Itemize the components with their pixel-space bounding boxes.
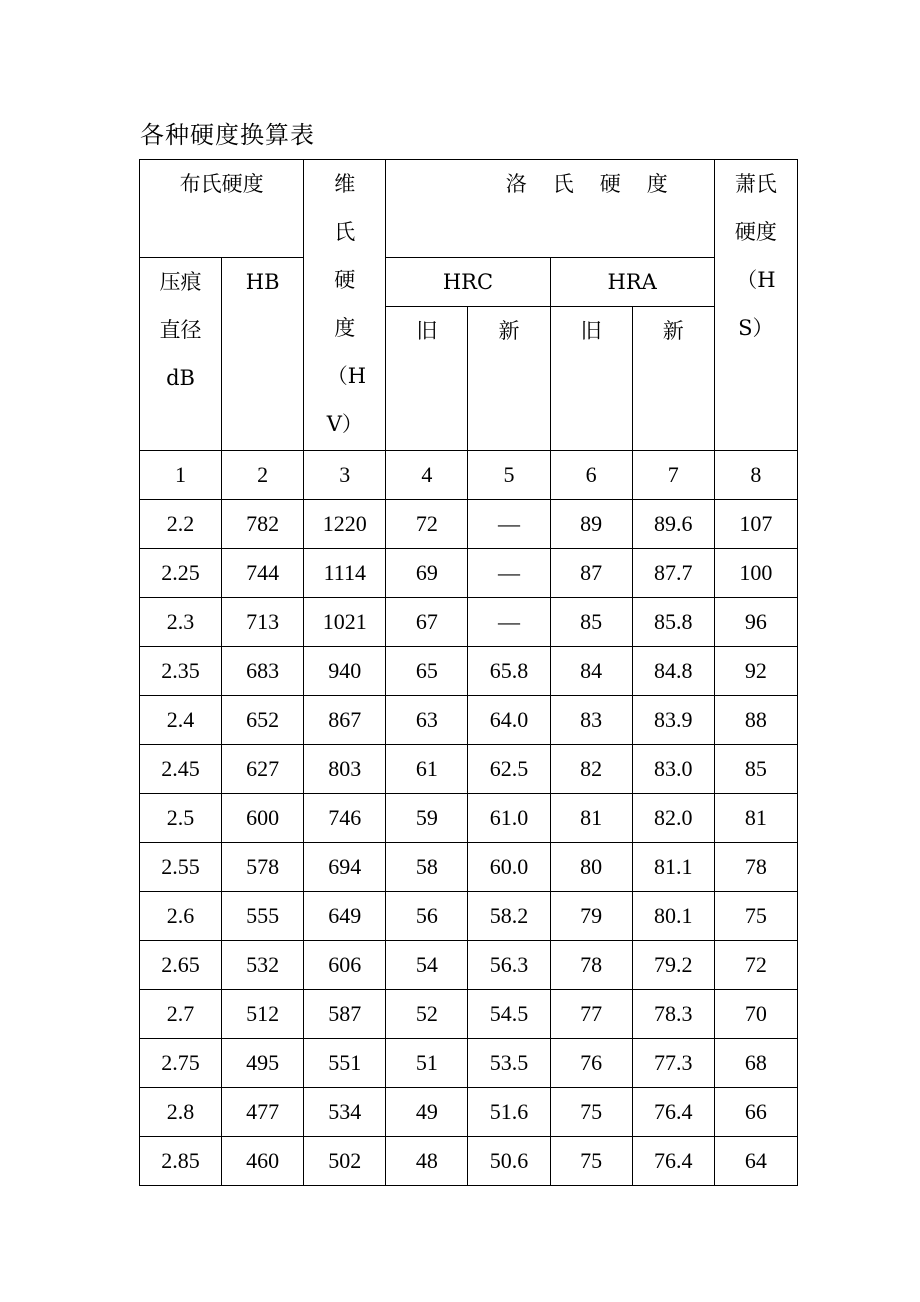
hs-cell: 68 [714,1039,797,1088]
column-number: 5 [468,451,550,500]
hrc-new-cell: 61.0 [468,794,550,843]
indent-diameter-cell: 2.45 [140,745,222,794]
hrc-header: HRC [386,258,550,307]
hb-cell: 512 [222,990,304,1039]
hv-cell: 551 [304,1039,386,1088]
hrc-new-cell: 53.5 [468,1039,550,1088]
column-number: 1 [140,451,222,500]
table-row [140,549,798,598]
indent-diameter-cell: 2.25 [140,549,222,598]
column-number-row [140,451,798,500]
hrc-new-cell: 56.3 [468,941,550,990]
hs-cell: 92 [714,647,797,696]
column-number: 6 [550,451,632,500]
indent-diameter-cell: 2.85 [140,1137,222,1186]
hv-cell: 694 [304,843,386,892]
hra-new-cell: 85.8 [632,598,714,647]
indent-diameter-cell: 2.35 [140,647,222,696]
hrc-new-cell: 64.0 [468,696,550,745]
hv-cell: 1114 [304,549,386,598]
hrc-new-cell: 60.0 [468,843,550,892]
hra-new-cell: 87.7 [632,549,714,598]
hardness-conversion-table [139,159,798,1186]
hrc-old-cell: 67 [386,598,468,647]
hra-old-cell: 75 [550,1137,632,1186]
indent-diameter-cell: 2.65 [140,941,222,990]
hrc-new-cell: 62.5 [468,745,550,794]
hv-cell: 1021 [304,598,386,647]
shore-hardness-header: 萧氏硬度（HS） [714,160,797,451]
hra-new-cell: 83.9 [632,696,714,745]
hrc-old-cell: 69 [386,549,468,598]
hra-old-cell: 77 [550,990,632,1039]
hrc-new-cell: 51.6 [468,1088,550,1137]
column-number: 2 [222,451,304,500]
hb-cell: 652 [222,696,304,745]
hra-new-cell: 79.2 [632,941,714,990]
hra-new-cell: 80.1 [632,892,714,941]
hrc-old-cell: 51 [386,1039,468,1088]
column-number: 7 [632,451,714,500]
hs-cell: 70 [714,990,797,1039]
brinell-hardness-header: 布氏硬度 [140,160,304,258]
hb-cell: 782 [222,500,304,549]
hra-new-cell: 89.6 [632,500,714,549]
hs-cell: 78 [714,843,797,892]
column-number: 8 [714,451,797,500]
hv-cell: 746 [304,794,386,843]
hra-old-cell: 78 [550,941,632,990]
table-row [140,647,798,696]
indent-diameter-cell: 2.55 [140,843,222,892]
hra-new-cell: 76.4 [632,1137,714,1186]
table-row [140,843,798,892]
table-row [140,500,798,549]
hb-cell: 600 [222,794,304,843]
hrc-old-cell: 52 [386,990,468,1039]
indent-diameter-cell: 2.4 [140,696,222,745]
hra-new-cell: 78.3 [632,990,714,1039]
hrc-new-cell: — [468,500,550,549]
hrc-old-cell: 56 [386,892,468,941]
indent-diameter-cell: 2.5 [140,794,222,843]
hv-cell: 606 [304,941,386,990]
hra-old-cell: 80 [550,843,632,892]
hra-old-cell: 82 [550,745,632,794]
table-row [140,598,798,647]
hrc-new-cell: 54.5 [468,990,550,1039]
hb-header: HB [222,258,304,451]
hra-new-header: 新 [632,307,714,451]
hrc-new-cell: 58.2 [468,892,550,941]
hrc-old-cell: 54 [386,941,468,990]
indent-diameter-cell: 2.2 [140,500,222,549]
table-row [140,1137,798,1186]
hra-header: HRA [550,258,714,307]
hs-cell: 107 [714,500,797,549]
hs-cell: 64 [714,1137,797,1186]
table-row [140,941,798,990]
hra-new-cell: 76.4 [632,1088,714,1137]
column-number: 4 [386,451,468,500]
hra-old-cell: 84 [550,647,632,696]
hrc-old-cell: 63 [386,696,468,745]
table-row [140,990,798,1039]
hrc-old-cell: 72 [386,500,468,549]
indent-diameter-cell: 2.6 [140,892,222,941]
hrc-new-cell: 65.8 [468,647,550,696]
hrc-new-header: 新 [468,307,550,451]
hra-old-cell: 83 [550,696,632,745]
hrc-old-header: 旧 [386,307,468,451]
hra-old-cell: 79 [550,892,632,941]
indent-diameter-cell: 2.8 [140,1088,222,1137]
hra-old-cell: 89 [550,500,632,549]
hrc-old-cell: 48 [386,1137,468,1186]
hs-cell: 66 [714,1088,797,1137]
hrc-old-cell: 61 [386,745,468,794]
hrc-new-cell: 50.6 [468,1137,550,1186]
table-row [140,892,798,941]
hv-cell: 803 [304,745,386,794]
indent-diameter-cell: 2.75 [140,1039,222,1088]
rockwell-hardness-header: 洛氏硬度 [386,160,714,258]
hra-old-cell: 87 [550,549,632,598]
hb-cell: 477 [222,1088,304,1137]
hb-cell: 683 [222,647,304,696]
column-number: 3 [304,451,386,500]
hrc-old-cell: 49 [386,1088,468,1137]
hra-old-cell: 76 [550,1039,632,1088]
indent-diameter-header: 压痕直径dB [140,258,222,451]
document-title: 各种硬度换算表 [140,121,315,149]
hs-cell: 88 [714,696,797,745]
hs-cell: 72 [714,941,797,990]
hs-cell: 85 [714,745,797,794]
hv-cell: 1220 [304,500,386,549]
hs-cell: 75 [714,892,797,941]
table-row [140,696,798,745]
hs-cell: 81 [714,794,797,843]
hra-new-cell: 81.1 [632,843,714,892]
table-row [140,794,798,843]
hra-old-cell: 81 [550,794,632,843]
hv-cell: 502 [304,1137,386,1186]
hb-cell: 627 [222,745,304,794]
hrc-old-cell: 58 [386,843,468,892]
table-row [140,1088,798,1137]
hrc-new-cell: — [468,549,550,598]
hb-cell: 744 [222,549,304,598]
hv-cell: 587 [304,990,386,1039]
vickers-hardness-header: 维氏硬度（HV） [304,160,386,451]
hb-cell: 532 [222,941,304,990]
hb-cell: 578 [222,843,304,892]
indent-diameter-cell: 2.3 [140,598,222,647]
hra-old-header: 旧 [550,307,632,451]
hrc-new-cell: — [468,598,550,647]
hra-new-cell: 83.0 [632,745,714,794]
hs-cell: 100 [714,549,797,598]
hv-cell: 867 [304,696,386,745]
hrc-old-cell: 65 [386,647,468,696]
hv-cell: 649 [304,892,386,941]
table-row [140,1039,798,1088]
table-row [140,745,798,794]
hv-cell: 534 [304,1088,386,1137]
hra-old-cell: 75 [550,1088,632,1137]
hra-old-cell: 85 [550,598,632,647]
hb-cell: 460 [222,1137,304,1186]
hra-new-cell: 82.0 [632,794,714,843]
hb-cell: 713 [222,598,304,647]
hra-new-cell: 84.8 [632,647,714,696]
hra-new-cell: 77.3 [632,1039,714,1088]
hb-cell: 555 [222,892,304,941]
hb-cell: 495 [222,1039,304,1088]
indent-diameter-cell: 2.7 [140,990,222,1039]
hv-cell: 940 [304,647,386,696]
hrc-old-cell: 59 [386,794,468,843]
hs-cell: 96 [714,598,797,647]
